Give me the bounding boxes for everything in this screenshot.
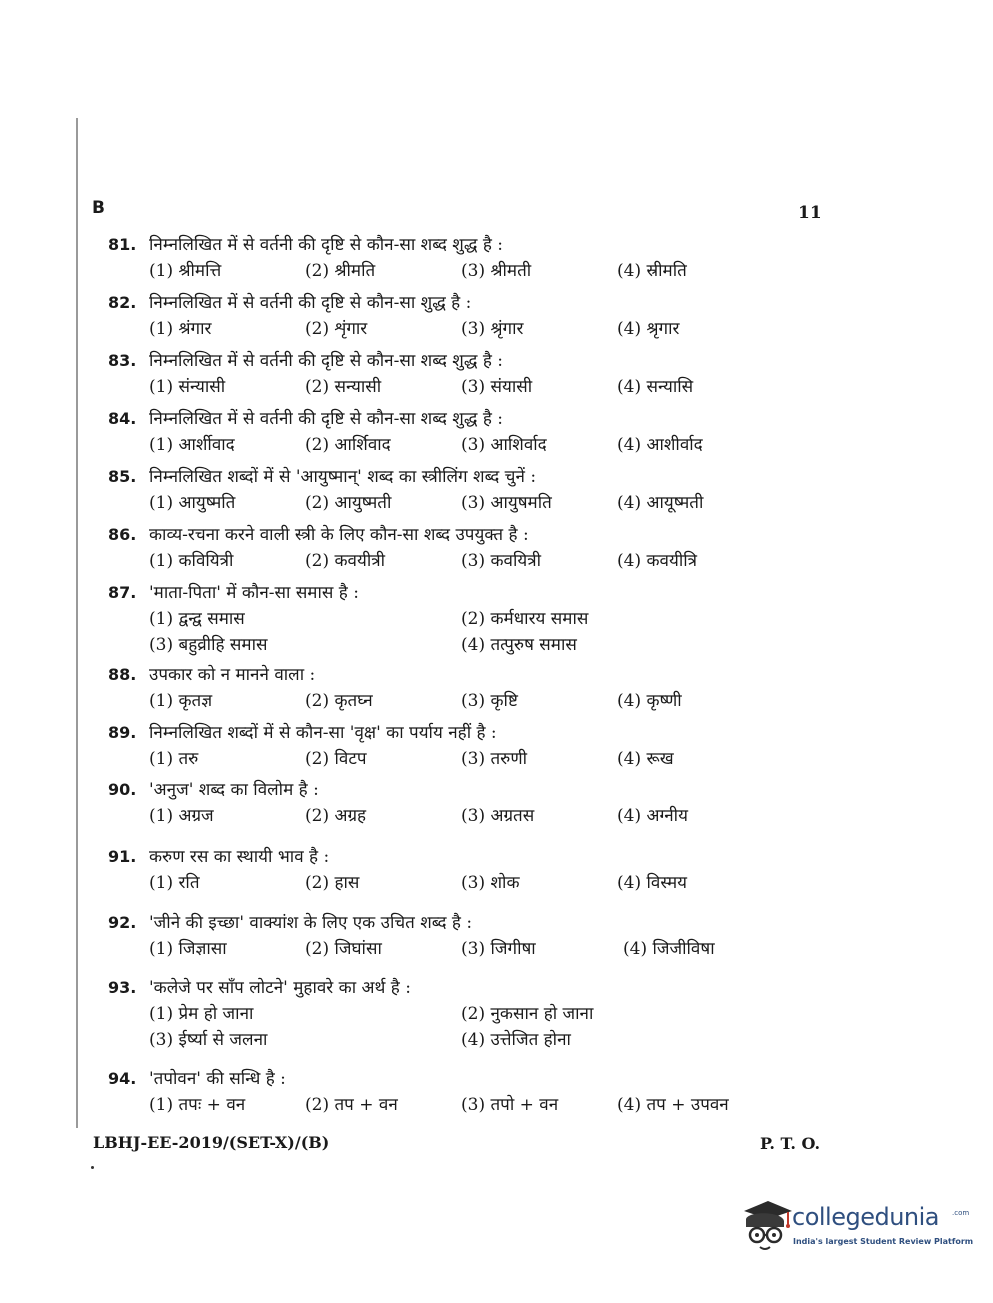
question-text: उपकार को न मानने वाला : <box>149 665 316 685</box>
option-1: (1) तपः + वन <box>149 1095 246 1115</box>
option-2: (2) आर्शिवाद <box>305 435 391 455</box>
question-82 <box>108 290 808 342</box>
question-number: 93. <box>108 978 137 997</box>
option-2: (2) सन्यासी <box>305 377 382 397</box>
option-1: (1) श्रीमत्ति <box>149 261 222 281</box>
option-3: (3) अग्रतस <box>461 806 535 826</box>
question-83 <box>108 348 808 400</box>
option-2: (2) नुकसान हो जाना <box>461 1004 594 1024</box>
option-3: (3) कृष्टि <box>461 691 518 711</box>
brand-name: collegedunia <box>792 1203 940 1231</box>
question-text: निम्नलिखित में से वर्तनी की दृष्टि से कौन-सा शब्द शुद्ध है : <box>149 351 503 371</box>
option-1: (1) अग्रज <box>149 806 214 826</box>
option-1: (1) संन्यासी <box>149 377 226 397</box>
option-3: (3) तपो + वन <box>461 1095 559 1115</box>
option-3: (3) कवयित्री <box>461 551 542 571</box>
question-87 <box>108 580 808 658</box>
option-4: (4) विस्मय <box>617 873 687 893</box>
option-3: (3) ईर्ष्या से जलना <box>149 1030 268 1050</box>
question-90 <box>108 777 808 829</box>
question-84 <box>108 406 808 458</box>
question-89 <box>108 720 808 772</box>
question-number: 82. <box>108 293 137 312</box>
option-4: (4) जिजीविषा <box>623 939 715 959</box>
option-1: (1) आयुष्मति <box>149 493 236 513</box>
question-number: 83. <box>108 351 137 370</box>
option-1: (1) कवियित्री <box>149 551 234 571</box>
option-4: (4) श्रृगार <box>617 319 680 339</box>
option-1: (1) कृतज्ञ <box>149 691 213 711</box>
brand-tagline: India's largest Student Review Platform <box>793 1237 974 1246</box>
option-4: (4) सन्यासि <box>617 377 694 397</box>
question-91 <box>108 844 808 896</box>
option-4: (4) उत्तेजित होना <box>461 1030 571 1050</box>
option-3: (3) तरुणी <box>461 749 528 769</box>
question-text: निम्नलिखित में से वर्तनी की दृष्टि से कौन-सा शब्द शुद्ध है : <box>149 409 503 429</box>
option-2: (2) शृंगार <box>305 319 368 339</box>
option-1: (1) द्वन्द्व समास <box>149 609 245 629</box>
option-1: (1) आर्शीवाद <box>149 435 235 455</box>
question-number: 88. <box>108 665 137 684</box>
option-4: (4) आशीर्वाद <box>617 435 703 455</box>
question-number: 86. <box>108 525 137 544</box>
question-number: 90. <box>108 780 137 799</box>
question-text: निम्नलिखित शब्दों में से 'आयुष्मान्' शब्द का स्त्रीलिंग शब्द चुनें : <box>149 467 537 487</box>
option-3: (3) आशिर्वाद <box>461 435 547 455</box>
question-86 <box>108 522 808 574</box>
paper-code: LBHJ-EE-2019/(SET-X)/(B) <box>93 1133 330 1152</box>
option-4: (4) स्रीमति <box>617 261 687 281</box>
question-text: 'कलेजे पर साँप लोटने' मुहावरे का अर्थ है : <box>149 978 411 998</box>
option-2: (2) श्रीमति <box>305 261 376 281</box>
question-text: 'तपोवन' की सन्धि है : <box>149 1069 286 1089</box>
question-number: 85. <box>108 467 137 486</box>
scan-speck <box>91 1166 94 1169</box>
question-94 <box>108 1066 808 1118</box>
question-text: 'जीने की इच्छा' वाक्यांश के लिए एक उचित शब्द है : <box>149 913 473 933</box>
option-3: (3) शोक <box>461 873 520 893</box>
option-2: (2) हास <box>305 873 360 893</box>
option-2: (2) तप + वन <box>305 1095 398 1115</box>
pto-label: P. T. O. <box>760 1134 821 1153</box>
question-text: निम्नलिखित शब्दों में से कौन-सा 'वृक्ष' का पर्याय नहीं है : <box>149 723 497 743</box>
option-2: (2) कृतघ्न <box>305 691 373 711</box>
question-text: काव्य-रचना करने वाली स्त्री के लिए कौन-सा शब्द उपयुक्त है : <box>149 525 529 545</box>
option-4: (4) कृष्णी <box>617 691 682 711</box>
question-number: 89. <box>108 723 137 742</box>
option-3: (3) जिगीषा <box>461 939 536 959</box>
option-4: (4) कवयीत्रि <box>617 551 698 571</box>
option-1: (1) रति <box>149 873 200 893</box>
option-3: (3) संयासी <box>461 377 533 397</box>
option-2: (2) अग्रह <box>305 806 367 826</box>
option-2: (2) जिघांसा <box>305 939 382 959</box>
option-2: (2) आयुष्मती <box>305 493 392 513</box>
question-text: 'माता-पिता' में कौन-सा समास है : <box>149 583 359 603</box>
option-1: (1) प्रेम हो जाना <box>149 1004 254 1024</box>
question-number: 94. <box>108 1069 137 1088</box>
margin-line <box>76 118 78 1128</box>
option-1: (1) तरु <box>149 749 199 769</box>
question-number: 92. <box>108 913 137 932</box>
brand-logo <box>738 1197 974 1257</box>
question-88 <box>108 662 808 714</box>
option-4: (4) रूख <box>617 749 674 769</box>
option-3: (3) आयुषमति <box>461 493 552 513</box>
question-text: निम्नलिखित में से वर्तनी की दृष्टि से कौन-सा शुद्ध है : <box>149 293 472 313</box>
option-1: (1) जिज्ञासा <box>149 939 227 959</box>
student-mascot-icon <box>738 1197 794 1255</box>
question-text: निम्नलिखित में से वर्तनी की दृष्टि से कौन-सा शब्द शुद्ध है : <box>149 235 503 255</box>
brand-suffix: .com <box>952 1209 970 1217</box>
option-2: (2) कर्मधारय समास <box>461 609 589 629</box>
question-93 <box>108 975 808 1053</box>
question-number: 91. <box>108 847 137 866</box>
page-number: 11 <box>798 203 822 223</box>
question-text: करुण रस का स्थायी भाव है : <box>149 847 330 867</box>
option-4: (4) तत्पुरुष समास <box>461 635 577 655</box>
option-4: (4) आयूष्मती <box>617 493 704 513</box>
option-3: (3) श्रृंगार <box>461 319 524 339</box>
question-85 <box>108 464 808 516</box>
option-2: (2) विटप <box>305 749 367 769</box>
option-2: (2) कवयीत्री <box>305 551 386 571</box>
question-81 <box>108 232 808 284</box>
option-4: (4) तप + उपवन <box>617 1095 729 1115</box>
question-text: 'अनुज' शब्द का विलोम है : <box>149 780 319 800</box>
option-3: (3) श्रीमती <box>461 261 532 281</box>
set-letter: B <box>92 198 105 218</box>
question-number: 84. <box>108 409 137 428</box>
option-3: (3) बहुव्रीहि समास <box>149 635 268 655</box>
question-number: 87. <box>108 583 137 602</box>
option-1: (1) श्रंगार <box>149 319 212 339</box>
question-number: 81. <box>108 235 137 254</box>
question-92 <box>108 910 808 962</box>
option-4: (4) अग्नीय <box>617 806 688 826</box>
